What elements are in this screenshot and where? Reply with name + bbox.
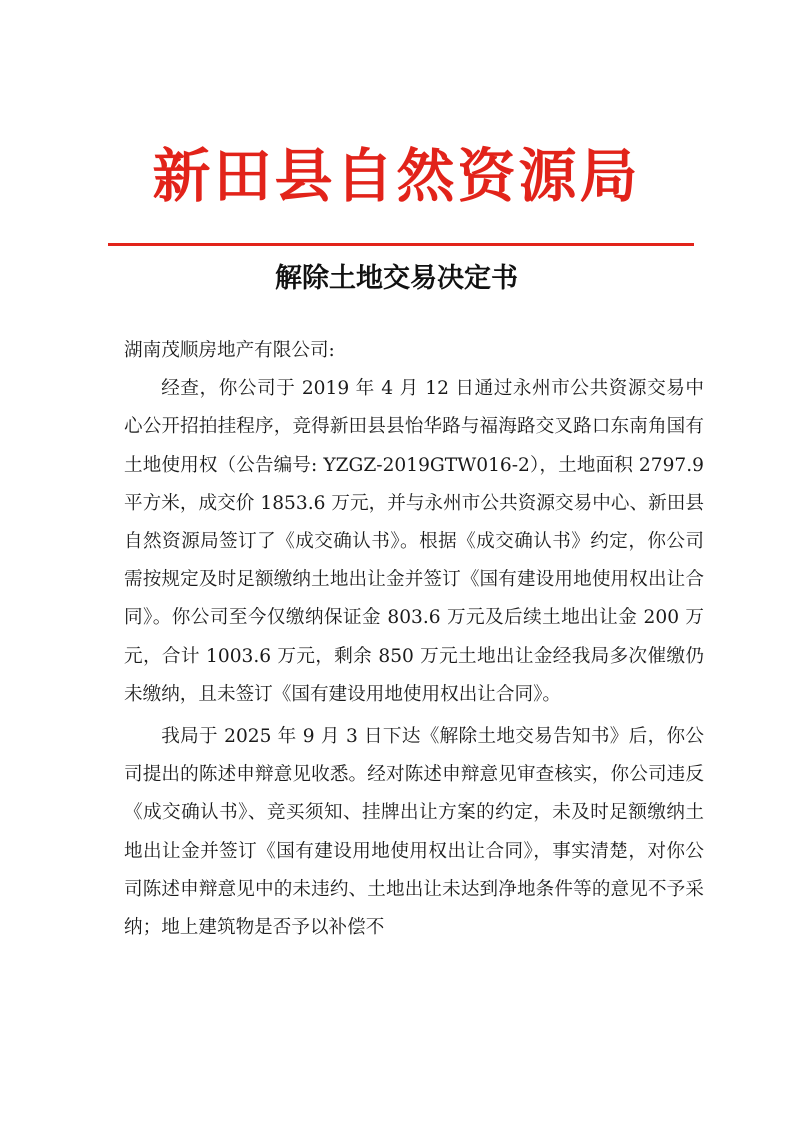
document-title: 解除土地交易决定书 <box>275 263 518 294</box>
document-body <box>124 332 704 947</box>
organization-header: 新田县自然资源局 <box>152 142 641 210</box>
addressee: 湖南茂顺房地产有限公司: <box>124 340 335 361</box>
body-paragraph-1: 经查，你公司于 2019 年 4 月 12 日通过永州市公共资源交易中心公开招拍挂程序，竞得新田县县怡华路与福海路交叉路口东南角国有土地使用权（公告编号: YZGZ-2019GTW016-2），土地面积 2797.9 平方米，成交价 1853.6 万元，并与永州市公共资源交易中心、新田县自然资源局签订了《成交确认书》。根据《成交确认书》约定，你公司需按规定及时足额缴纳土地出让金并签订《国有建设用地使用权出让合同》。你公司至今仅缴纳保证金 803.6 万元及后续土地出让金 200 万元，合计 1003.6 万元，剩余 850 万元土地出让金经我局多次催缴仍未缴纳，且未签订《国有建设用地使用权出让合同》。 <box>124 378 704 705</box>
body-paragraph-2: 我局于 2025 年 9 月 3 日下达《解除土地交易告知书》后，你公司提出的陈述申辩意见收悉。经对陈述申辩意见审查核实，你公司违反《成交确认书》、竞买须知、挂牌出让方案的约定，未及时足额缴纳土地出让金并签订《国有建设用地使用权出让合同》，事实清楚，对你公司陈述申辩意见中的未违约、土地出让未达到净地条件等的意见不予采纳；地上建筑物是否予以补偿不 <box>124 726 704 939</box>
header-divider-rule <box>108 243 694 246</box>
